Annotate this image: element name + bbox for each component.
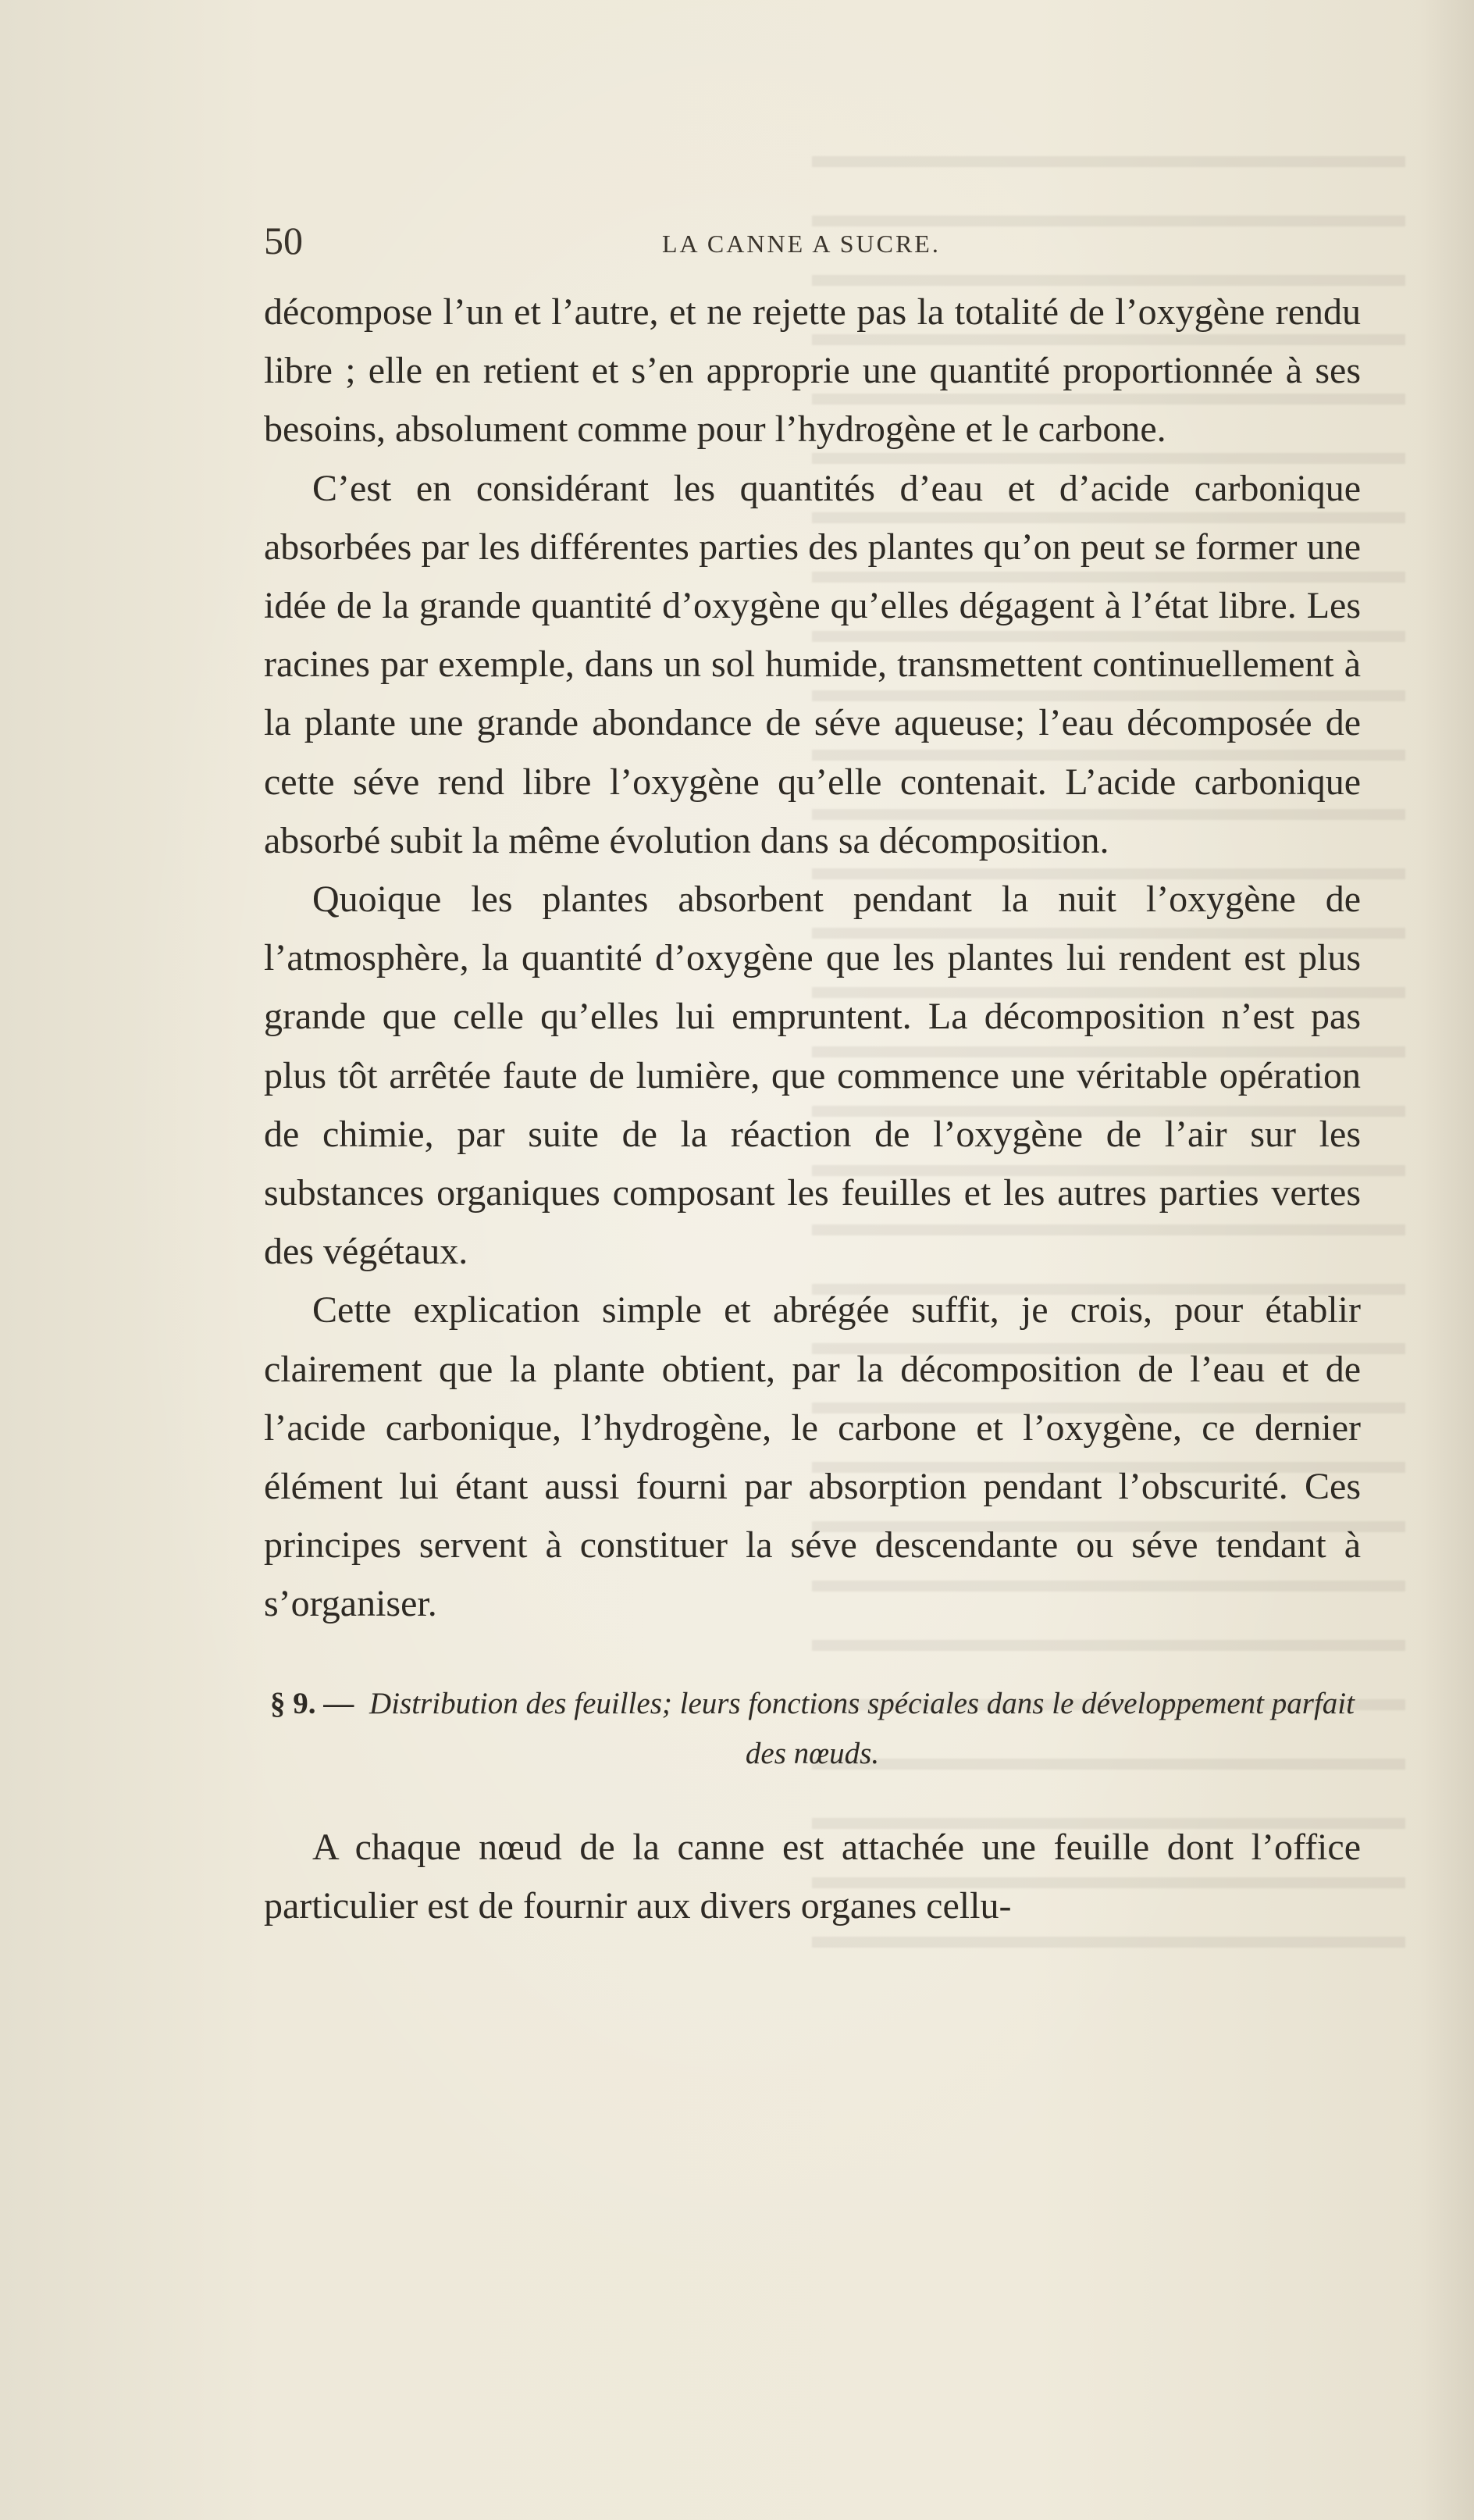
section-title: Distribution des feuilles; leurs fonctions spéciales dans le développement parfait des nœuds. [369,1686,1355,1770]
paragraph-1: décompose l’un et l’autre, et ne rejette pas la totalité de l’oxygène rendu libre ; elle en retient et s’en approprie une quantité proportionnée à ses besoins, absolument comme pour l’hydrogène et le carbone. [264,291,1361,451]
paragraph-5: A chaque nœud de la canne est attachée une feuille dont l’office particulier est de fournir aux divers organes cellu- [264,1826,1361,1927]
body-text [264,283,1361,1935]
section-number: § 9. — [270,1686,354,1720]
page-edge-shadow [1419,0,1474,2520]
section-heading [264,1679,1361,1779]
paragraph-4: Cette explication simple et abrégée suffit, je crois, pour établir clairement que la plante obtient, par la décomposition de l’eau et de l’acide carbonique, l’hydrogène, le carbone et l’oxygène, ce dernier élément lui étant aussi fourni par absorption pendant l’obscurité. Ces principes servent à constituer la séve descendante ou séve tendant à s’organiser. [264,1289,1361,1625]
page-number: 50 [264,219,303,262]
paragraph-2: C’est en considérant les quantités d’eau et d’acide carbonique absorbées par les différentes parties des plantes qu’on peut se former une idée de la grande quantité d’oxygène qu’elles dégagent à l’état libre. Les racines par exemple, dans un sol humide, transmettent continuellement à la plante une grande abondance de séve aqueuse; l’eau décomposée de cette séve rend libre l’oxygène qu’elle contenait. L’acide carbonique absorbé subit la même évolution dans sa décomposition. [264,467,1361,861]
running-head [264,217,1376,264]
paragraph-3: Quoique les plantes absorbent pendant la nuit l’oxygène de l’atmosphère, la quantité d’oxygène que les plantes lui rendent est plus grande que celle qu’elles lui empruntent. La décomposition n’est pas plus tôt arrêtée faute de lumière, que commence une véritable opération de chimie, par suite de la réaction de l’oxygène de l’air sur les substances organiques composant les feuilles et les autres parties vertes des végétaux. [264,879,1361,1273]
running-title: LA CANNE A SUCRE. [662,230,941,258]
